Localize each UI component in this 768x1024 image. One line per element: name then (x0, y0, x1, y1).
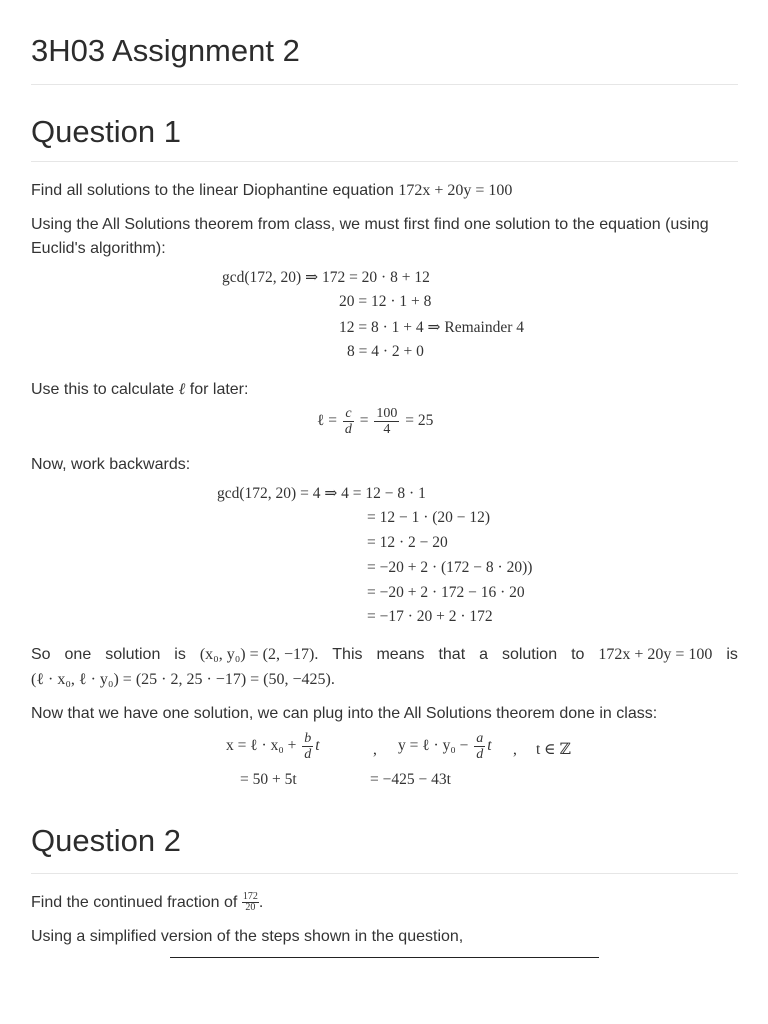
q2-prompt (31, 891, 738, 915)
y-general (398, 731, 492, 762)
frac-num: 172 (242, 891, 258, 903)
euclid-line-1: gcd(172, 20) ⇒ 172 = 20 · 8 + 12 (222, 269, 430, 286)
title-divider (31, 84, 738, 85)
fraction-172-20 (242, 892, 259, 913)
ell-intro-after: for later: (189, 381, 249, 398)
q1-prompt-equation: 172x + 20y = 100 (398, 182, 513, 199)
x-general (226, 731, 320, 762)
word: that (438, 646, 466, 663)
frac-num: 100 (376, 406, 398, 421)
ell-intro-text: Use this to calculate (31, 381, 175, 398)
question-1-divider (31, 161, 738, 162)
fraction-b-d (302, 731, 313, 762)
frac-num: c (343, 406, 354, 422)
x-t: t (315, 737, 320, 755)
q2-prompt-text: Find the continued fraction of (31, 894, 238, 911)
back-line-6: = −17 · 20 + 2 · 172 (367, 608, 493, 625)
frac-den: d (344, 422, 352, 437)
now-plug: Now that we have one solution, we can plug into the All Solutions theorem done in class: (31, 705, 658, 722)
question-2-heading: Question 2 (31, 823, 181, 858)
euclid-line-3: 12 = 8 · 1 + 4 ⇒ Remainder 4 (339, 319, 525, 336)
back-line-1: gcd(172, 20) = 4 ⇒ 4 = 12 − 8 · 1 (217, 485, 426, 502)
word: This (332, 646, 363, 663)
frac-den: d (476, 747, 484, 762)
ell-symbol: ℓ (178, 381, 186, 398)
word: means (376, 646, 425, 663)
ell-intro (31, 378, 738, 402)
y-lhs: y = ℓ · y₀ − (398, 737, 469, 755)
back-line-3: = 12 · 2 − 20 (367, 534, 448, 551)
fraction-bar-line (170, 957, 599, 958)
so-one-solution-line (31, 643, 738, 667)
frac-den: d (304, 747, 312, 762)
x-result: = 50 + 5t (240, 771, 297, 788)
frac-den: 4 (383, 422, 391, 437)
word: to (571, 646, 585, 663)
frac-num: b (304, 731, 312, 746)
math-inline: (x₀, y₀) = (2, −17). (199, 646, 319, 663)
ell-eq-equals: = (359, 412, 369, 430)
comma-2: , (513, 741, 517, 758)
q1-intro: Using the All Solutions theorem from class, we must first find one solution to the equation (using Euclid's algorithm): (31, 216, 709, 257)
euclid-line-4: 8 = 4 · 2 + 0 (347, 343, 424, 360)
math-inline: 172x + 20y = 100 (598, 646, 713, 663)
x-lhs: x = ℓ · x₀ + (226, 737, 297, 755)
ell-equation (317, 406, 433, 437)
word: So (31, 646, 51, 663)
word: is (726, 646, 738, 663)
fraction-100-4 (374, 406, 399, 437)
ell-eq-rhs: = 25 (405, 412, 434, 430)
document-title: 3H03 Assignment 2 (31, 33, 300, 68)
scaled-solution: (ℓ · x₀, ℓ · y₀) = (25 · 2, 25 · −17) = (50, −425). (31, 671, 335, 688)
word: a (479, 646, 488, 663)
back-line-5: = −20 + 2 · 172 − 16 · 20 (367, 584, 525, 601)
question-1-heading: Question 1 (31, 114, 181, 149)
back-line-2: = 12 − 1 · (20 − 12) (367, 509, 491, 526)
ell-eq-lhs: ℓ = (317, 412, 338, 430)
work-backwards: Now, work backwards: (31, 456, 191, 473)
y-t: t (487, 737, 492, 755)
comma-1: , (373, 741, 377, 758)
q1-prompt (31, 179, 738, 203)
frac-den: 20 (245, 902, 256, 914)
y-result: = −425 − 43t (370, 771, 451, 788)
word: is (174, 646, 186, 663)
q2-steps: Using a simplified version of the steps shown in the question, (31, 928, 464, 945)
fraction-a-d (474, 731, 485, 762)
q1-prompt-text: Find all solutions to the linear Diophantine equation (31, 182, 394, 199)
back-line-4: = −20 + 2 · (172 − 8 · 20)) (367, 559, 533, 576)
word: one (64, 646, 92, 663)
frac-num: a (476, 731, 484, 746)
word: solution (105, 646, 161, 663)
question-2-divider (31, 873, 738, 874)
euclid-line-2: 20 = 12 · 1 + 8 (339, 293, 432, 310)
word: solution (501, 646, 558, 663)
t-domain: t ∈ ℤ (536, 741, 571, 758)
q2-period: . (258, 894, 264, 911)
fraction-c-d (343, 406, 354, 437)
